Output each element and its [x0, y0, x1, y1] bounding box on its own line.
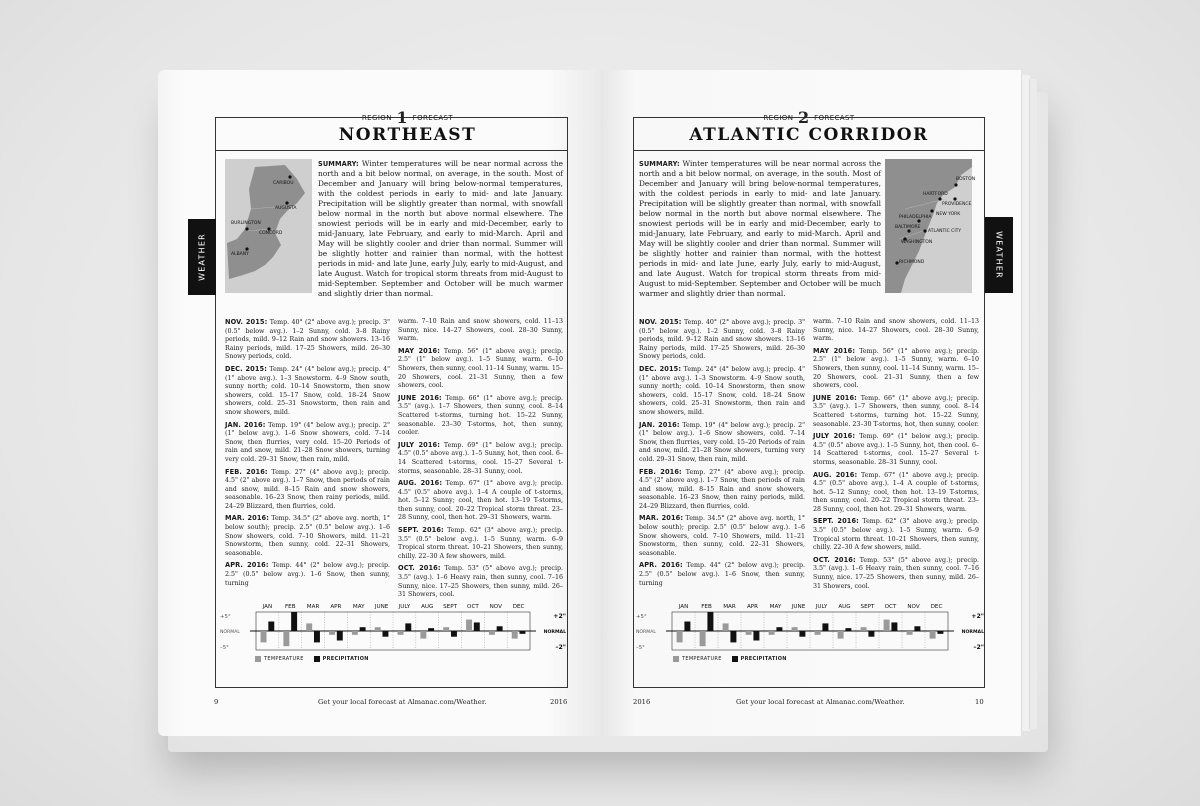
- month-tick-label: OCT: [884, 604, 897, 610]
- month-forecast-entry: [639, 468, 805, 512]
- precipitation-axis-label: –2": [973, 644, 984, 651]
- month-forecast-entry: [813, 347, 979, 391]
- city-label: HARTFORD: [923, 192, 948, 197]
- month-tick-label: MAR: [306, 604, 320, 610]
- region-suffix: FORECAST: [412, 114, 454, 122]
- page-number: 10: [975, 698, 984, 706]
- month-tick-label: NOV: [907, 604, 920, 610]
- month-label: MAR. 2016:: [639, 514, 684, 523]
- temperature-bar: [815, 631, 821, 635]
- city-label: CARIBOU: [273, 181, 294, 186]
- month-text: Temp. 62° (3° above avg.); precip. 3.5" (0.5" below avg.). 1–5 Sunny, warm. 6–9 Tropical storm threat. 10–21 Showers, then sunny, chilly. 22–30 A few showers, mild.: [813, 518, 979, 552]
- month-label: JUNE 2016:: [398, 393, 442, 402]
- precipitation-bar: [291, 612, 297, 631]
- month-forecast-entry: [813, 318, 979, 344]
- month-text: Temp. 34.5° (2° above avg. north, 1° below south); precip. 2.5" (0.5" below avg.). 1–6 Snow showers, cold. 7–10 Showers, mild. 11–21 Snowstorm, then sunny, cold. 22–31 Showers, seasonable.: [639, 515, 805, 557]
- month-text: Temp. 27° (4° above avg.); precip. 4.5" (2" above avg.). 1–7 Snow, then periods of rain and snow, mild. 8–15 Rain and snow showers, seasonable. 16–23 Snow, then rainy periods, mild. 24–29 Blizzard, then flurries, cold.: [225, 468, 390, 510]
- legend-item: [732, 656, 787, 662]
- month-forecast-entry: [639, 318, 805, 362]
- weather-side-tab: [985, 217, 1013, 293]
- precipitation-bar: [753, 631, 759, 641]
- month-text: Temp. 19° (4° below avg.); precip. 2" (1" below avg.). 1–6 Snow showers, cold. 7–14 Snow, then flurries, very cold. 15–20 Periods of rain and snow, mild. 21–28 Snow showers, turning very cold. 29–31 Snow, then rain, mild.: [225, 421, 390, 463]
- temperature-bar: [677, 631, 683, 642]
- month-forecast-entry: [813, 556, 979, 591]
- right-page: [601, 70, 1021, 736]
- month-label: DEC. 2015:: [639, 364, 682, 373]
- temperature-axis-label: NORMAL: [636, 630, 656, 635]
- city-label: WASHINGTON: [901, 240, 933, 245]
- month-label: NOV. 2015:: [639, 318, 682, 326]
- summary-label: SUMMARY:: [318, 160, 359, 168]
- temperature-bar: [907, 631, 913, 635]
- precipitation-bar: [845, 628, 851, 631]
- month-forecast-entry: [639, 514, 805, 558]
- temperature-bar: [792, 627, 798, 631]
- temperature-axis-label: –5°: [220, 645, 229, 651]
- forecast-column: [398, 318, 563, 603]
- precipitation-axis-label: NORMAL: [543, 630, 566, 635]
- temperature-bar: [884, 620, 890, 631]
- month-tick-label: JUNE: [791, 604, 806, 610]
- precipitation-bar: [474, 622, 480, 631]
- month-tick-label: MAY: [769, 604, 782, 610]
- legend-item: [255, 656, 304, 662]
- city-label: CONCORD: [259, 231, 283, 236]
- forecast-column: [639, 318, 805, 594]
- temperature-bar: [489, 631, 495, 635]
- city-label: BALTIMORE: [895, 225, 921, 230]
- temperature-bar: [261, 631, 267, 642]
- month-text: Temp. 24° (4° below avg.); precip. 4" (1" above avg.). 1–3 Snowstorm. 4–9 Snow south, sunny north; cold. 10–14 Snowstorm, then snow showers, cold. 15–17 Snow, cold. 18–24 Snow showers, cold. 25–31 Snowstorm, then rain and snow showers, mild.: [639, 365, 806, 416]
- legend-item: [314, 656, 369, 662]
- month-forecast-entry: [225, 365, 390, 418]
- month-label: SEPT. 2016:: [813, 517, 859, 526]
- month-text: Temp. 53° (5° above avg.); precip. 3.5" (avg.). 1–6 Heavy rain, then sunny, cool. 7–16 Sunny, nice. 17–25 Showers, then sunny, mild. 26–31 Showers, cool.: [398, 565, 563, 599]
- city-label: ALBANY: [231, 252, 249, 257]
- region-prefix: REGION: [361, 114, 392, 122]
- precipitation-bar: [914, 626, 920, 631]
- region-map: [885, 159, 976, 293]
- city-label: RICHMOND: [899, 260, 925, 265]
- temperature-axis-label: –5°: [636, 645, 645, 651]
- left-page: [158, 70, 601, 736]
- legend-label: PRECIPITATION: [322, 656, 369, 662]
- month-label: JULY 2016:: [398, 440, 440, 449]
- precipitation-bar: [730, 631, 736, 642]
- footer-year: 2016: [550, 698, 568, 706]
- month-text: Temp. 69° (1° below avg.); precip. 4.5" (0.5" above avg.). 1–5 Sunny, hot, then cool. 6–14 Scattered t-storms, cool. 15–27 Several t-storms, seasonable. 28–31 Sunny, cool.: [398, 441, 563, 475]
- month-tick-label: APR: [330, 604, 342, 610]
- legend-label: TEMPERATURE: [264, 656, 304, 662]
- temperature-axis-label: NORMAL: [220, 630, 240, 635]
- chart-svg: [634, 600, 986, 658]
- temperature-bar: [443, 627, 449, 631]
- temperature-bar: [352, 631, 358, 635]
- city-label: BURLINGTON: [231, 221, 261, 226]
- precipitation-bar: [891, 622, 897, 631]
- legend-item: [673, 656, 722, 662]
- month-text: Temp. 40° (2° above avg.); precip. 3" (0.5" below avg.). 1–2 Sunny, cold. 3–8 Rainy periods, mild. 9–12 Rain and snow showers. 13–16 Rainy periods, mild. 17–25 Showers, mild. 26–30 Snowy periods, cold.: [639, 319, 805, 361]
- precipitation-bar: [337, 631, 343, 641]
- temperature-bar: [329, 631, 335, 635]
- summary-text: Winter temperatures will be near normal across the north and a bit below normal, on average, in the south. Most of December and January will bring below-normal temperatures, with the coldest periods in early to mid- and late January. Precipitation will be slightly greater than normal, with snowfall below normal in the north but above normal elsewhere. The snowiest periods will be in early and mid-December, early to mid-January, late February, and early to mid-March. April and May will be slightly cooler and drier than normal. Summer will be slightly hotter and rainier than normal, with the hottest periods in mid- and late June, early July, early to mid-August, and late August. Watch for tropical storm threats from mid-August to mid-September. September and October will be much warmer and slightly drier than normal.: [639, 159, 881, 298]
- month-label: NOV. 2015:: [225, 318, 268, 326]
- city-label: PROVIDENCE: [942, 202, 972, 207]
- month-label: JAN. 2016:: [639, 420, 680, 429]
- temperature-axis-label: +5°: [220, 614, 231, 620]
- temperature-bar: [723, 623, 729, 631]
- month-forecast-entry: [813, 394, 979, 429]
- precipitation-axis-label: +2": [971, 613, 984, 620]
- region-map: [225, 159, 312, 293]
- month-text: Temp. 69° (1° below avg.); precip. 4.5" (0.5" above avg.). 1–5 Sunny, hot, then cool. 6–14 Scattered t-storms, cool. 15–27 Several t-storms, seasonable. 28–31 Sunny, cool.: [813, 433, 979, 466]
- chart-legend: [673, 656, 787, 662]
- month-tick-label: JAN: [262, 604, 273, 610]
- temperature-bar: [466, 620, 472, 631]
- month-label: JAN. 2016:: [225, 420, 266, 429]
- month-label: MAY 2016:: [398, 346, 440, 355]
- region-number: 1: [396, 108, 409, 127]
- month-tick-label: JUNE: [374, 604, 389, 610]
- month-text: Temp. 53° (5° above avg.); precip. 3.5" (avg.). 1–6 Heavy rain, then sunny, cool. 7–16 Sunny, nice. 17–25 Showers, then sunny, mild. 26–31 Showers, cool.: [813, 556, 979, 590]
- temperature-bar: [398, 631, 404, 635]
- legend-label: PRECIPITATION: [740, 656, 787, 662]
- region-number: 2: [797, 108, 810, 127]
- city-label: BOSTON: [956, 177, 976, 182]
- month-text: Temp. 44° (2° below avg.); precip. 2.5" (0.5" below avg.). 1–6 Snow, then sunny, turning: [639, 562, 805, 587]
- month-text: Temp. 34.5° (2° above avg. north, 1° below south); precip. 2.5" (0.5" below avg.). 1–6 Snow showers, cold. 7–10 Showers, mild. 11–21 Snowstorm, then sunny, cold. 22–31 Showers, seasonable.: [225, 515, 390, 557]
- month-tick-label: MAR: [723, 604, 736, 610]
- precipitation-axis-label: NORMAL: [961, 630, 984, 635]
- month-tick-label: FEB: [701, 604, 712, 610]
- precipitation-bar: [519, 631, 525, 634]
- month-tick-label: AUG: [838, 604, 851, 610]
- month-forecast-entry: [639, 561, 805, 588]
- precipitation-axis-label: –2": [555, 644, 566, 651]
- temperature-bar: [512, 631, 518, 639]
- precipitation-bar: [314, 631, 320, 642]
- region-suffix: FORECAST: [814, 114, 855, 122]
- precipitation-bar: [268, 622, 274, 632]
- month-text: Temp. 19° (4° below avg.); precip. 2" (1" below avg.). 1–6 Snow showers, cold. 7–14 Snow, then flurries, very cold. 15–20 Periods of rain and snow, mild. 21–28 Snow showers, turning very cold. 29–31 Snow, then rain, mild.: [639, 421, 805, 463]
- region-title: NORTHEAST: [338, 125, 477, 145]
- region-title: ATLANTIC CORRIDOR: [689, 125, 929, 145]
- month-label: MAY 2016:: [813, 346, 856, 355]
- forecast-summary: [318, 159, 563, 299]
- precipitation-bar: [776, 627, 782, 631]
- month-tick-label: NOV: [489, 604, 502, 610]
- weather-side-tab: [188, 219, 216, 295]
- precipitation-bar: [428, 628, 434, 631]
- precipitation-bar: [937, 631, 943, 634]
- temperature-bar: [930, 631, 936, 639]
- temperature-bar: [375, 627, 381, 631]
- month-label: OCT. 2016:: [813, 555, 856, 564]
- temperature-axis-label: +5°: [636, 614, 647, 620]
- month-forecast-entry: [225, 468, 390, 512]
- precipitation-bar: [799, 631, 805, 637]
- chart-svg: [218, 600, 568, 658]
- month-label: SEPT. 2016:: [398, 526, 444, 535]
- month-label: FEB. 2016:: [225, 467, 268, 476]
- month-forecast-entry: [813, 471, 979, 515]
- month-tick-label: FEB: [284, 604, 296, 610]
- month-forecast-entry: [813, 517, 979, 552]
- month-forecast-entry: [398, 347, 563, 391]
- temperature-bar: [283, 631, 289, 646]
- title-rule: [633, 150, 985, 151]
- month-forecast-entry: [225, 318, 390, 362]
- month-forecast-entry: [225, 514, 390, 558]
- legend-label: TEMPERATURE: [682, 656, 722, 662]
- footer-url: Get your local forecast at Almanac.com/Weather.: [318, 698, 487, 706]
- footer-url: Get your local forecast at Almanac.com/Weather.: [736, 698, 905, 706]
- month-text: Temp. 66° (1° above avg.); precip. 3.5" (avg.). 1–7 Showers, then sunny, cool. 8–14 Scattered t-storms, turning hot. 15–22 Sunny, seasonable. 23–30 T-storms, hot, then sunny, cooler.: [813, 394, 979, 428]
- month-tick-label: JAN: [678, 604, 689, 610]
- monthly-forecast: [225, 318, 563, 603]
- month-text: warm. 7–10 Rain and snow showers, cold. 11–13 Sunny, nice. 14–27 Showers, cool. 28–30 Sunny, warm.: [398, 318, 563, 343]
- map-shape: [225, 159, 312, 293]
- month-tick-label: MAY: [352, 604, 365, 610]
- month-forecast-entry: [225, 421, 390, 465]
- side-tab-label: WEATHER: [197, 233, 207, 281]
- region-prefix: REGION: [763, 114, 794, 122]
- month-forecast-entry: [398, 318, 563, 344]
- temperature-precipitation-chart: [218, 600, 568, 678]
- precipitation-bar: [707, 612, 713, 631]
- month-tick-label: SEPT: [443, 604, 458, 610]
- month-forecast-entry: [398, 479, 563, 523]
- month-text: Temp. 56° (1° above avg.); precip. 2.5" (1" below avg.). 1–5 Sunny, warm. 6–10 Showers, then sunny, cool. 11–14 Sunny, warm. 15–20 Showers, cool. 21–31 Sunny, then a few showers, cool.: [398, 347, 563, 390]
- precipitation-bar: [451, 631, 457, 637]
- precipitation-bar: [822, 623, 828, 631]
- month-text: Temp. 67° (1° above avg.); precip. 4.5" (0.5" above avg.). 1–4 A couple of t-storms, hot. 5–12 Sunny; cool, then hot. 13–19 T-storms, then sunny, cool. 20–22 Tropical storm threat. 23–28 Sunny, cool, then hot. 29–31 Showers, warm.: [398, 480, 563, 522]
- month-label: JULY 2016:: [813, 432, 856, 441]
- month-forecast-entry: [225, 561, 390, 588]
- forecast-summary: [639, 159, 881, 299]
- city-label: PHILADELPHIA: [899, 215, 932, 220]
- month-tick-label: SEPT: [860, 604, 875, 610]
- month-forecast-entry: [813, 432, 979, 467]
- month-text: Temp. 62° (3° above avg.); precip. 3.5" (0.5" below avg.). 1–5 Sunny, warm. 6–9 Tropical storm threat. 10–21 Showers, then sunny, chilly. 22–30 A few showers, mild.: [398, 527, 563, 560]
- page-edge: [1029, 79, 1037, 729]
- month-tick-label: APR: [746, 604, 759, 610]
- month-tick-label: JULY: [398, 604, 411, 610]
- month-label: JUNE 2016:: [813, 393, 857, 402]
- precipitation-bar: [868, 631, 874, 637]
- precipitation-bar: [360, 627, 366, 631]
- forecast-column: [225, 318, 390, 603]
- summary-label: SUMMARY:: [639, 160, 680, 168]
- month-tick-label: DEC: [512, 604, 525, 610]
- month-label: OCT. 2016:: [398, 564, 441, 573]
- month-forecast-entry: [398, 394, 563, 438]
- temperature-bar: [838, 631, 844, 639]
- precipitation-axis-label: +2": [553, 613, 566, 620]
- month-label: APR. 2016:: [639, 561, 683, 570]
- month-tick-label: AUG: [421, 604, 434, 610]
- month-label: FEB. 2016:: [639, 467, 682, 476]
- city-label: ATLANTIC CITY: [928, 229, 962, 234]
- month-text: warm. 7–10 Rain and snow showers, cold. 11–13 Sunny, nice. 14–27 Showers, cool. 28–30 Sunny, warm.: [813, 318, 979, 343]
- city-label: NEW YORK: [936, 212, 961, 217]
- temperature-bar: [769, 631, 775, 635]
- precipitation-bar: [405, 623, 411, 631]
- month-text: Temp. 44° (2° below avg.); precip. 2.5" (0.5" below avg.). 1–6 Snow, then sunny, turning: [225, 562, 390, 587]
- city-label: AUGUSTA: [275, 206, 297, 211]
- temperature-bar: [700, 631, 706, 646]
- month-text: Temp. 66° (1° above avg.); precip. 3.5" (avg.). 1–7 Showers, then sunny, cool. 8–14 Scattered t-storms, turning hot. 15–22 Sunny, seasonable. 23–30 T-storms, hot, then sunny, cooler.: [398, 394, 563, 437]
- monthly-forecast: [639, 318, 979, 594]
- precipitation-swatch: [732, 656, 738, 662]
- summary-text: Winter temperatures will be near normal across the north and a bit below normal, on average, in the south. Most of December and January will bring below-normal temperatures, with the coldest periods in early to mid- and late January. Precipitation will be slightly greater than normal, with snowfall below normal in the north but above normal elsewhere. The snowiest periods will be in early and mid-December, early to mid-January, late February, and early to mid-March. April and May will be slightly cooler and drier than normal. Summer will be slightly hotter and rainier than normal, with the hottest periods in mid- and late June, early July, early to mid-August, and late August. Watch for tropical storm threats from mid-August to mid-September. September and October will be much warmer and slightly drier than normal.: [318, 159, 563, 298]
- month-label: APR. 2016:: [225, 561, 269, 570]
- month-label: AUG. 2016:: [813, 470, 858, 479]
- precipitation-swatch: [314, 656, 320, 662]
- month-forecast-entry: [639, 421, 805, 465]
- month-forecast-entry: [398, 564, 563, 599]
- month-text: Temp. 24° (4° below avg.); precip. 4" (1" above avg.). 1–3 Snowstorm. 4–9 Snow south, sunny north; cold. 10–14 Snowstorm, then snow showers, cold. 15–17 Snow, cold. 18–24 Snow showers, cold. 25–31 Snowstorm, then rain and snow showers, mild.: [225, 365, 391, 416]
- month-forecast-entry: [398, 441, 563, 476]
- chart-legend: [255, 656, 369, 662]
- side-tab-label: WEATHER: [994, 231, 1004, 279]
- footer-year: 2016: [633, 698, 651, 706]
- precipitation-bar: [497, 626, 503, 631]
- month-tick-label: OCT: [467, 604, 479, 610]
- month-tick-label: JULY: [815, 604, 828, 610]
- month-label: DEC. 2015:: [225, 364, 267, 373]
- month-text: Temp. 67° (1° above avg.); precip. 4.5" (0.5" above avg.). 1–4 A couple of t-storms, hot. 5–12 Sunny; cool, then hot. 13–19 T-storms, then sunny, cool. 20–22 Tropical storm threat. 23–28 Sunny, cool, then hot. 29–31 Showers, warm.: [813, 471, 979, 513]
- forecast-column: [813, 318, 979, 594]
- month-text: Temp. 40° (2° above avg.); precip. 3" (0.5" below avg.). 1–2 Sunny, cold. 3–8 Rainy periods, mild. 9–12 Rain and snow showers. 13–16 Rainy periods, mild. 17–25 Showers, mild. 26–30 Snowy periods, cold.: [225, 319, 390, 361]
- month-text: Temp. 27° (4° above avg.); precip. 4.5" (2" above avg.). 1–7 Snow, then periods of rain and snow, mild. 8–15 Rain and snow showers, seasonable. 16–23 Snow, then rainy periods, mild. 24–29 Blizzard, then flurries, cold.: [639, 468, 805, 510]
- temperature-swatch: [673, 656, 679, 662]
- precipitation-bar: [382, 631, 388, 637]
- page-number: 9: [214, 698, 219, 706]
- month-label: AUG. 2016:: [398, 479, 443, 488]
- month-forecast-entry: [398, 526, 563, 561]
- temperature-bar: [306, 623, 312, 631]
- temperature-bar: [420, 631, 426, 639]
- temperature-swatch: [255, 656, 261, 662]
- month-text: Temp. 56° (1° above avg.); precip. 2.5" (1" below avg.). 1–5 Sunny, warm. 6–10 Showers, then sunny, cool. 11–14 Sunny, warm. 15–20 Showers, cool. 21–31 Sunny, then a few showers, cool.: [813, 347, 979, 390]
- month-forecast-entry: [639, 365, 805, 418]
- temperature-precipitation-chart: [634, 600, 986, 678]
- temperature-bar: [861, 627, 867, 631]
- precipitation-bar: [684, 622, 690, 632]
- month-label: MAR. 2016:: [225, 514, 269, 523]
- temperature-bar: [746, 631, 752, 635]
- title-rule: [215, 150, 568, 151]
- month-tick-label: DEC: [930, 604, 943, 610]
